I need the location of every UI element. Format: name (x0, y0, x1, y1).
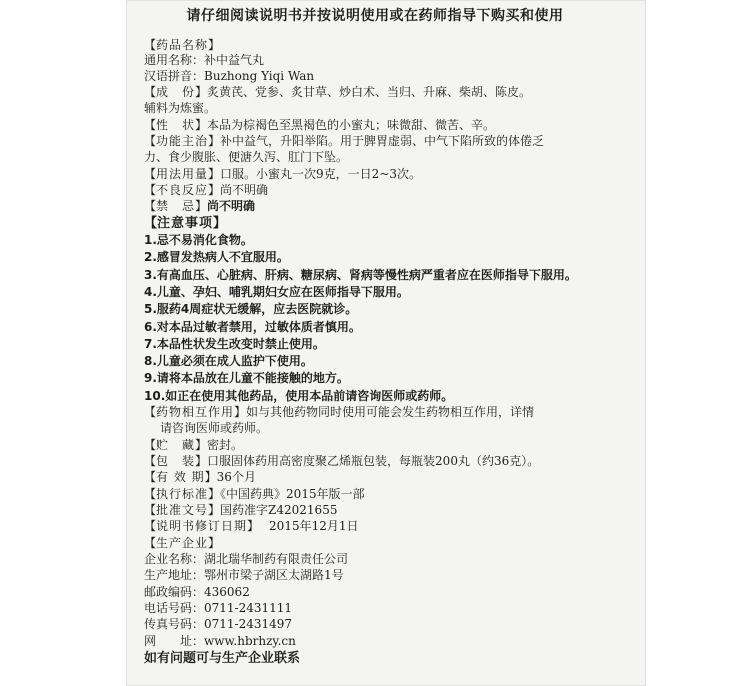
adverse-row: 【 不良反应 】 尚不明确 (144, 183, 639, 198)
footer-note: 如有问题可与生产企业联系 (144, 651, 301, 666)
properties-row: 【 性 状 】 本品为棕褐色至黑褐色的小蜜丸；味微甜、微苦、辛。 (144, 118, 639, 133)
package-value: 口服固体药用高密度聚乙烯瓶包装，每瓶装200丸（约36克）。 (207, 454, 540, 468)
leaflet-header: 请仔细阅读说明书并按说明使用或在药师指导下购买和使用 (186, 8, 564, 24)
contra-value: 尚不明确 (207, 199, 256, 213)
interactions-row-cont: 请咨询医师或药师。 (160, 421, 269, 435)
precaution-item: 10.如正在使用其他药品，使用本品前请咨询医师或药师。 (144, 388, 454, 403)
phone-value: 0711-2431111 (204, 601, 293, 615)
precaution-item: 1.忌不易消化食物。 (144, 233, 253, 247)
standard-row: 【 执行标准 】 《中国药典》2015年版一部 (144, 487, 639, 502)
field-label: 网 址： (144, 634, 205, 648)
contraindications-row: 【 禁 忌 】 尚不明确 (144, 199, 639, 214)
manufacturer-fax-row (144, 617, 639, 632)
package-row: 【 包 装 】 口服固体药用高密度聚乙烯瓶包装，每瓶装200丸（约36克）。 (144, 454, 639, 469)
storage-value: 密封。 (207, 438, 244, 452)
indications-row: 【 功能主治 】 补中益气，升阳举陷。用于脾胃虚弱、中气下陷所致的体倦乏 (144, 134, 639, 149)
precaution-item: 4.儿童、孕妇、哺乳期妇女应在医师指导下服用。 (144, 284, 409, 299)
generic-name-row: 通用名称：补中益气丸 (144, 53, 265, 67)
ingredients-value: 炙黄芪、党参、炙甘草、炒白术、当归、升麻、柴胡、陈皮。 (207, 85, 532, 99)
manufacturer-web-row (144, 634, 639, 649)
section-label: 【 药品名称 】 (144, 38, 220, 52)
postcode-value: 436062 (204, 585, 250, 599)
drug-name-section (144, 38, 639, 53)
manufacturer-name-row: 企业名称：湖北瑞华制药有限责任公司 (144, 552, 349, 566)
precaution-item: 6.对本品过敏者禁用，过敏体质者慎用。 (144, 319, 361, 334)
approval-value: 国药准字Z42021655 (220, 503, 338, 517)
pinyin-value: Buzhong Yiqi Wan (204, 69, 315, 83)
precaution-item: 3.有高血压、心脏病、肝病、糖尿病、肾病等慢性病严重者应在医师指导下服用。 (144, 267, 577, 282)
precaution-item: 8.儿童必须在成人监护下使用。 (144, 354, 313, 369)
adverse-value: 尚不明确 (220, 183, 269, 197)
properties-value: 本品为棕褐色至黑褐色的小蜜丸；味微甜、微苦、辛。 (207, 118, 496, 132)
indications-row-cont: 力、食少腹胀、便溏久泻、肛门下坠。 (144, 150, 349, 164)
field-label: 传真号码： (144, 617, 205, 631)
interactions-value: 如与其他药物同时使用可能会发生药物相互作用，详情 (246, 405, 535, 419)
storage-row: 【 贮 藏 】 密封。 (144, 438, 639, 453)
manufacturer-heading: 【 生产企业 】 (144, 536, 639, 551)
generic-name-value: 补中益气丸 (204, 53, 265, 67)
precaution-item: 5.服药4周症状无缓解，应去医院就诊。 (144, 302, 358, 317)
pinyin-row: 汉语拼音：Buzhong Yiqi Wan (144, 69, 315, 83)
ingredients-row: 【 成 份 】 炙黄芪、党参、炙甘草、炒白术、当归、升麻、柴胡、陈皮。 (144, 85, 639, 100)
approval-row: 【 批准文号 】 国药准字Z42021655 (144, 503, 639, 518)
revision-value: 2015年12月1日 (269, 519, 359, 533)
precautions-heading: 【 注意事项 】 (144, 216, 639, 231)
precaution-item: 9.请将本品放在儿童不能接触的地方。 (144, 371, 349, 386)
standard-value: 《中国药典》2015年版一部 (220, 487, 365, 501)
web-value: www.hbrhzy.cn (204, 634, 296, 648)
interactions-row: 【 药物相互作用 】 如与其他药物同时使用可能会发生药物相互作用，详情 (144, 405, 639, 420)
manufacturer-address-row: 生产地址：鄂州市梁子湖区太湖路1号 (144, 568, 344, 582)
manufacturer-address: 鄂州市梁子湖区太湖路1号 (204, 568, 344, 582)
indications-value: 补中益气，升阳举陷。用于脾胃虚弱、中气下陷所致的体倦乏 (220, 134, 545, 148)
fax-value: 0711-2431497 (204, 617, 293, 631)
dosage-value: 口服。小蜜丸一次9克，一日2~3次。 (220, 167, 422, 181)
revision-row: 【 说明书修订日期 】 2015年12月1日 (144, 519, 639, 534)
manufacturer-name: 湖北瑞华制药有限责任公司 (204, 552, 349, 566)
dosage-row: 【 用法用量 】 口服。小蜜丸一次9克，一日2~3次。 (144, 167, 639, 182)
precaution-item: 7.本品性状发生改变时禁止使用。 (144, 336, 325, 351)
manufacturer-phone-row: 电话号码：0711-2431111 (144, 601, 293, 615)
validity-value: 36个月 (216, 470, 256, 484)
validity-row: 【 有 效 期 】 36个月 (144, 470, 639, 485)
precaution-item: 2.感冒发热病人不宜服用。 (144, 250, 289, 265)
manufacturer-postcode-row: 邮政编码：436062 (144, 585, 250, 599)
ingredients-row-cont: 辅料为炼蜜。 (144, 101, 217, 115)
